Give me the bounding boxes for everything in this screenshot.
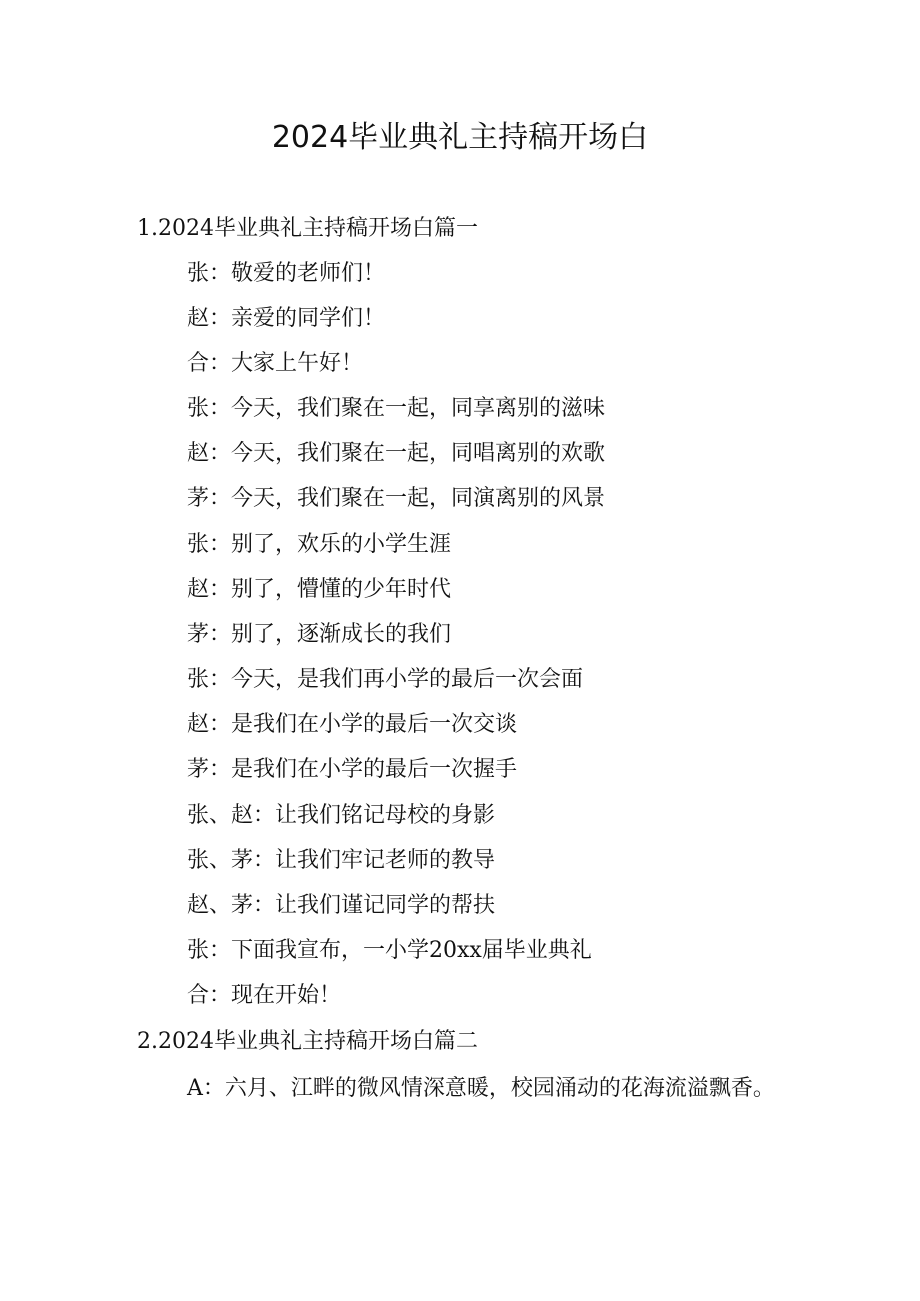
body-paragraph: A：六月、江畔的微风情深意暖，校园涌动的花海流溢飘香。 — [187, 1076, 775, 1101]
dialog-line: 茅：别了，逐渐成长的我们 — [187, 622, 452, 647]
document-title: 2024毕业典礼主持稿开场白 — [271, 120, 649, 155]
dialog-line: 赵：今天，我们聚在一起，同唱离别的欢歌 — [187, 441, 606, 466]
dialog-line: 合：现在开始！ — [187, 983, 342, 1008]
dialog-line: 合：大家上午好！ — [187, 351, 364, 376]
dialog-line: 张、赵：让我们铭记母校的身影 — [187, 803, 496, 828]
dialog-line: 张：下面我宣布，一小学20xx届毕业典礼 — [187, 938, 592, 963]
dialog-line: 赵：别了，懵懂的少年时代 — [187, 577, 452, 602]
dialog-line: 茅：今天，我们聚在一起，同演离别的风景 — [187, 486, 606, 511]
section-heading-2: 2.2024毕业典礼主持稿开场白篇二 — [137, 1029, 478, 1054]
dialog-line: 赵：亲爱的同学们！ — [187, 306, 386, 331]
dialog-line: 张：今天，是我们再小学的最后一次会面 — [187, 667, 584, 692]
dialog-line: 赵、茅：让我们谨记同学的帮扶 — [187, 893, 496, 918]
dialog-line: 赵：是我们在小学的最后一次交谈 — [187, 712, 518, 737]
dialog-line: 张：今天，我们聚在一起，同享离别的滋味 — [187, 396, 606, 421]
section-heading-1: 1.2024毕业典礼主持稿开场白篇一 — [137, 216, 478, 241]
dialog-line: 张：别了，欢乐的小学生涯 — [187, 532, 452, 557]
dialog-line: 张、茅：让我们牢记老师的教导 — [187, 848, 496, 873]
dialog-line: 茅：是我们在小学的最后一次握手 — [187, 757, 518, 782]
dialog-line: 张：敬爱的老师们！ — [187, 261, 386, 286]
